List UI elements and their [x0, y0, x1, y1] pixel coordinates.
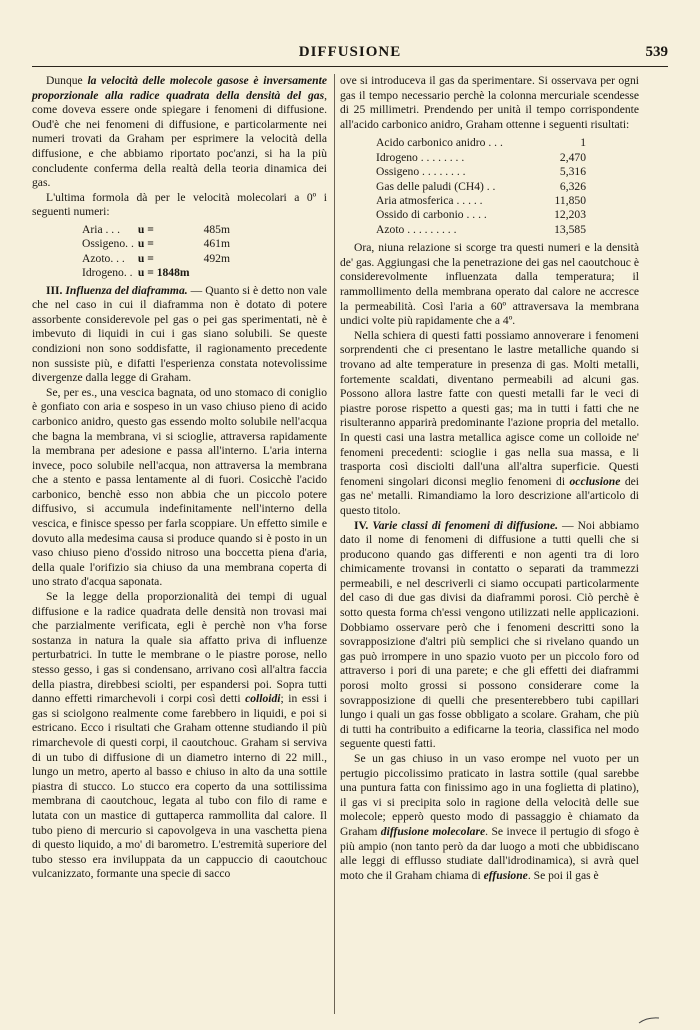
table-row	[376, 136, 586, 150]
result-value: 2,470	[559, 150, 586, 164]
gas-name: Acido carbonico anidro . . .	[376, 136, 503, 150]
text-run: . Se invece il pertugio di sfogo è più ampio (non tanto però da dar luogo a moti che ubbidiscano alle leggi di efflusso studiate dall'idrodinamica), si avrà quel moto che il Graham chiama di	[340, 824, 639, 882]
table-row	[82, 252, 234, 266]
paragraph: Se, per es., una vescica bagnata, od uno stomaco di coniglio è gonfiato con aria e sospeso in un vaso chiuso pieno di acido carbonico anidro, questo gas essendo molto solubile nell'acqua che bagna la membrana, vi si scioglie, attraversa rapidamente la membrana per adesione e passa all'interno. L'aria interna invece, poco solubile nell'acqua, non attraversa la membrana che a stento e passa lentamente al di fuori. Cosicchè l'acido carbonico, benchè esso non abbia che un piccolo potere diffusivo, si accumula indefinitamente nell'interno della vescica, e finisce spesso per farla scoppiare. Un effetto simile e dovuto alla medesima causa si produce quando si è posto in un vaso chiuso pieno d'ossido nitroso una boccetta piena d'aria, della quale l'orifizio sia chiuso da una membrana coperta di uno strato d'acqua saponata.	[32, 385, 327, 589]
emphasis-text: occlusione	[569, 474, 621, 488]
right-column	[340, 74, 639, 883]
result-value: 1	[580, 136, 586, 150]
velocity-value: 485m	[203, 222, 230, 236]
gas-name: Idrogeno. .	[82, 266, 133, 280]
gas-name: Ossigeno. .	[82, 237, 134, 251]
gas-name: Azoto . . . . . . . . .	[376, 222, 457, 236]
table-row	[376, 165, 586, 179]
text-run: Nella schiera di questi fatti possiamo annoverare i fenomeni sorprendenti che ci presentano le lastre metalliche quando si trovano ad alte temperature in presenza di gas. Molti metalli, fortemente scaldati, diventano permeabili ad alcuni gas. Possono allora lastre fatte con questi metalli far le veci di piastre porose rispetto a questi gas; ma in tutti i fatti che ne risulteranno apparirà predominante l'azione propria del metallo. In questi casi una lastra metallica agisce come un colloide ne' fenomeni precedenti: scioglie i gas nella sua massa, e li trasporta così disciolti dall'una all'altra superficie. Questi fenomeni singolari diconsi meglio fenomeni di	[340, 328, 639, 488]
left-column	[32, 74, 327, 882]
table-row	[82, 237, 234, 251]
text-run: Se un gas chiuso in un vaso erompe nel vuoto per un pertugio piccolissimo praticato in lastra sottile (qual sarebbe una puntura fatta con finissimo ago in una foglietta di platino), il gas vi si precipita solo in ragione della velocità delle sue molecole; epperò questo modo di passaggio è chiamato da Graham	[340, 752, 639, 838]
text-run: Se la legge della proporzionalità dei tempi di ugual diffusione e la radice quadrata delle densità non trovasi mai che parzialmente verificata, egli è perchè non v'ha forse sostanza in natura la quale sia affatto priva di influenze perturbatrici. In tutte le membrane o le piastre porose, nello stesso gesso, i gas si condensano, arrivano così all'altra faccia della piastra, direbbesi sciolti, per espandersi poi. Sopra tutti danno effetti rimarchevoli i corpi così detti	[32, 590, 327, 706]
text-run: . Se poi il gas è	[527, 868, 599, 882]
column-divider	[334, 74, 335, 1014]
text-run: — Quanto si è detto non vale che nel caso in cui il diaframma non è dotato di potere assorbente considerevole pel gas o pei gas sperimentati, nè è imbevuto di liquidi in cui i gas siano solubili. Se queste condizioni non sono soddisfatte, il ragionamento precedente non sussiste più, e difatti l'esperienza constata notevolissime divergenze dalla legge di Graham.	[32, 283, 327, 385]
running-title: DIFFUSIONE	[298, 44, 402, 60]
page-header	[32, 44, 668, 67]
section-number: IV.	[354, 518, 373, 532]
gas-name: Azoto. . .	[82, 251, 125, 265]
velocity-value: 461m	[203, 237, 230, 251]
paragraph: ove si introduceva il gas da sperimentare. Si osservava per ogni gas il tempo necessario perchè la colonna mercuriale scendesse di 25 millimetri. Prendendo per unità il tempo corrispondente all'acido carbonico anidro, Graham ottenne i seguenti risultati:	[340, 74, 639, 131]
section-heading: Influenza del diaframma.	[65, 283, 188, 297]
section-paragraph	[340, 519, 639, 753]
table-row	[82, 223, 234, 237]
emphasis-text: diffusione molecolare	[380, 824, 486, 838]
text-run: — Noi abbiamo dato il nome di fenomeni di diffusione a tutti quelli che si producono quando gas differenti e non agenti tra di loro chimicamente trovansi in contatto o separati da trammezzi permeabili, e nel descriverli ci siamo occupati particolarmente del caso di due gas divisi da diaframmi porosi. Ciò perchè è sotto questa forma ch'essi vengono utilizzati nelle applicazioni. Dobbiamo osservare però che i fenomeni descritti sono la sovrapposizione d'altri più semplici che si rivelano quando un gas può irrompere in uno spazio vuoto per un piccolo foro od attraverso i pori di una parete; e che gli effetti dei diaframmi porosi molto grossi si possono considerare come la sovrapposizione di quelli che presenterebbero tubi capillari lungo i quali un gas fosse obbligato a scolare. Graham, che più di tutti ha contribuito a edificarne la teoria, classifica nel modo seguente questi fatti.	[340, 518, 639, 751]
table-row	[376, 208, 586, 222]
velocity-value: 492m	[203, 251, 230, 265]
gas-name: Ossigeno . . . . . . . .	[376, 165, 466, 179]
page-number: 539	[645, 44, 668, 60]
results-table	[376, 136, 586, 237]
text-run: Dunque	[46, 74, 88, 87]
text-run: ; in essi i gas si sciolgono realmente come farebbero in liquidi, e poi si estricano. Ecco i risultati che Graham ottenne studiando il più rimarchevole di questi corpi, il caoutchouc. Graham si serviva di un tubo di diffusione di un diametro interno di 22 mill., lungo un metro, aperto al basso e chiuso in alto da una sottile piastra di stucco. Lo stucco era coperto da una sottilissima membrana di caoutchouc, legata al tubo con filo di rame e lutata con un mastice di guttaperca rammollita dal calore. Il tubo pieno di mercurio si capovolgeva in una vaschetta piena di questo liquido, a mo' di barometro. L'estremità superiore del tubo stesso era inviluppata da un cappuccio di caoutchouc vulcanizzato, formante una specie di sacco	[32, 692, 327, 881]
emphasis-text: la velocità delle molecole gasose è inversamente proporzionale alla radice quadrata della densità del gas	[32, 74, 327, 102]
paragraph	[340, 752, 639, 883]
result-value: 5,316	[559, 165, 586, 179]
text-run: , come doveva essere onde spiegare i fenomeni di diffusione. Oud'è che nei fenomeni di diffusione, e particolarmente nei numeri trovati da Graham per esprimere la velocità della diffusione, e che abbiamo riportato poc'anzi, si ha la più concludente conferma della realtà della teoria dinamica dei gas.	[32, 88, 327, 190]
result-value: 6,326	[559, 179, 586, 193]
table-row	[376, 180, 586, 194]
section-heading: Varie classi di fenomeni di diffusione.	[372, 518, 559, 532]
paragraph: Ora, niuna relazione si scorge tra questi numeri e la densità de' gas. Aggiungasi che la penetrazione dei gas nel caoutchouc è considerevolmente influenzata dalla temperatura; il rammollimento della membrana operato dal calore ne accresce la permeabilità. Così l'aria a 60º attraversava la membrana undici volte più rapidamente che a 4º.	[340, 241, 639, 328]
gas-name: Gas delle paludi (CH4) . .	[376, 179, 496, 193]
paragraph	[340, 329, 639, 519]
result-value: 13,585	[554, 222, 586, 236]
text-run: dei gas ne' metalli. Rimandiamo la loro descrizione all'articolo di questo titolo.	[340, 474, 639, 517]
table-row	[376, 223, 586, 237]
emphasis-text: effusione	[483, 868, 528, 882]
formula: u =	[137, 251, 154, 265]
paragraph	[32, 74, 327, 191]
table-row	[376, 194, 586, 208]
paragraph: L'ultima formola dà per le velocità molecolari a 0º i seguenti numeri:	[32, 190, 327, 219]
formula: u = 1848m	[137, 266, 190, 280]
result-value: 11,850	[554, 194, 586, 207]
gas-name: Aria atmosferica . . . . .	[376, 194, 483, 207]
result-value: 12,203	[554, 208, 586, 222]
gas-name: Aria . . .	[82, 222, 120, 236]
gas-name: Ossido di carbonio . . . .	[376, 208, 487, 222]
section-number: III.	[46, 283, 66, 297]
ink-mark-icon	[638, 1016, 660, 1024]
paragraph	[32, 590, 327, 882]
gas-name: Idrogeno . . . . . . . .	[376, 150, 465, 164]
formula: u =	[137, 222, 154, 236]
section-paragraph	[32, 284, 327, 386]
table-row	[82, 266, 234, 280]
formula: u =	[137, 237, 154, 251]
emphasis-text: colloidi	[245, 692, 281, 706]
velocity-table	[82, 223, 234, 281]
velocity-value	[194, 266, 234, 280]
table-row	[376, 151, 586, 165]
